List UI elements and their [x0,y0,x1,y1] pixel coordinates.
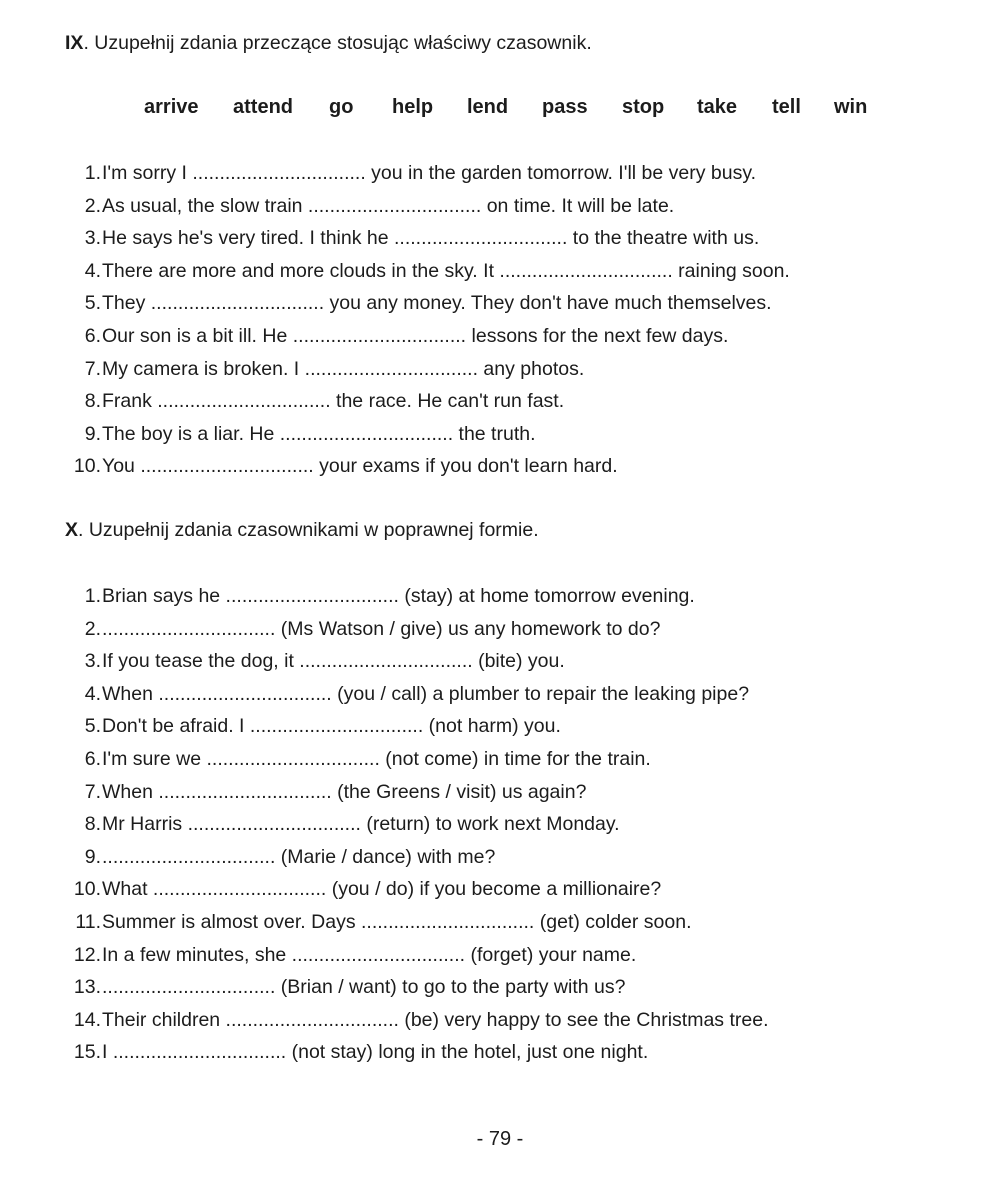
word-bank-item: pass [542,96,588,118]
exercise-item [65,225,945,258]
item-number: 11. [75,910,101,933]
item-text: ................................ (Brian / want) to go to the party with us? [102,976,626,999]
word-bank-item: lend [467,96,509,118]
section-x-instruction: . Uzupełnij zdania czasownikami w poprawnej formie. [78,519,539,541]
exercise-item [65,616,945,649]
item-number: 9. [84,845,101,868]
item-text: Mr Harris ................................ (return) to work next Monday. [102,813,620,836]
word-bank-item: attend [233,96,293,118]
item-number: 3. [84,227,101,250]
item-number: 12. [73,943,101,966]
exercise-item [65,323,945,356]
item-text: As usual, the slow train ................................ on time. It will be late. [102,194,675,217]
section-x-heading [65,519,539,542]
item-text: Summer is almost over. Days ................................ (get) colder soon. [102,910,692,933]
item-number: 6. [84,324,101,347]
item-number: 10. [73,455,101,478]
item-text: I'm sure we ................................ (not come) in time for the train. [102,747,651,770]
exercise-item [65,453,945,486]
exercise-item [65,421,945,454]
item-number: 13. [73,976,101,999]
item-text: They ................................ you any money. They don't have much themselves. [102,292,772,315]
exercise-item [65,160,945,193]
item-number: 2. [84,617,101,640]
exercise-item [65,583,945,616]
item-number: 4. [84,682,101,705]
item-text: If you tease the dog, it ................................ (bite) you. [102,650,565,673]
word-bank-item: take [697,96,738,118]
word-bank-item: stop [622,96,665,118]
exercise-item [65,258,945,291]
exercise-item [65,290,945,323]
item-text: There are more and more clouds in the sky. It ................................ raining soon. [102,259,790,282]
item-text: You ................................ your exams if you don't learn hard. [102,455,618,478]
item-number: 10. [73,878,101,901]
exercise-item [65,648,945,681]
exercise-item [65,779,945,812]
item-text: When ................................ (you / call) a plumber to repair the leaking pipe? [102,682,750,705]
word-bank-item: tell [772,96,801,118]
item-text: When ................................ (the Greens / visit) us again? [102,780,587,803]
exercise-item [65,681,945,714]
item-number: 14. [73,1008,101,1031]
item-text: He says he's very tired. I think he ................................ to the theatre with us. [102,227,760,250]
item-text: In a few minutes, she ................................ (forget) your name. [102,943,637,966]
exercise-item [65,974,945,1007]
item-number: 3. [84,650,101,673]
section-ix-heading [65,32,592,55]
section-x-number: X [65,519,79,541]
item-text: Our son is a bit ill. He ................................ lessons for the next few days. [102,324,729,347]
item-number: 8. [84,813,101,836]
section-ix-number: IX [65,32,84,54]
exercise-item [65,844,945,877]
item-number: 4. [84,259,101,282]
item-text: ................................ (Ms Watson / give) us any homework to do? [102,617,661,640]
item-number: 5. [84,292,101,315]
item-text: What ................................ (you / do) if you become a millionaire? [102,878,662,901]
item-text: My camera is broken. I ................................ any photos. [102,357,585,380]
page-number: - 79 - [476,1128,524,1150]
item-number: 1. [84,162,101,184]
exercise-item [65,746,945,779]
item-text: ................................ (Marie / dance) with me? [102,845,496,868]
item-text: Brian says he ................................ (stay) at home tomorrow evening. [102,585,695,607]
item-text: Don't be afraid. I ................................ (not harm) you. [102,715,561,738]
exercise-item [65,713,945,746]
item-number: 7. [84,357,101,380]
exercise-item [65,811,945,844]
section-ix-instruction: . Uzupełnij zdania przeczące stosując właściwy czasownik. [83,32,592,54]
exercise-item [65,1039,945,1072]
item-number: 5. [84,715,101,738]
section-x-exercise-list [65,583,945,1072]
exercise-item [65,388,945,421]
item-number: 9. [84,422,101,445]
word-bank-item: win [834,96,868,118]
exercise-item [65,942,945,975]
item-number: 6. [84,747,101,770]
item-text: Their children ................................ (be) very happy to see the Christmas tree. [102,1008,769,1031]
item-number: 7. [84,780,101,803]
item-number: 15. [73,1041,101,1064]
exercise-item [65,909,945,942]
exercise-item [65,356,945,389]
section-ix-exercise-list [65,160,945,486]
item-text: The boy is a liar. He ................................ the truth. [102,422,536,445]
exercise-item [65,1007,945,1040]
item-text: I ................................ (not stay) long in the hotel, just one night. [102,1041,649,1064]
item-number: 1. [84,585,101,607]
exercise-item [65,876,945,909]
word-bank-item: go [329,96,354,118]
item-number: 2. [84,194,101,217]
word-bank-item: help [392,96,434,118]
word-bank-item: arrive [144,96,199,118]
item-text: I'm sorry I ................................ you in the garden tomorrow. I'll be very busy. [102,162,757,184]
item-text: Frank ................................ the race. He can't run fast. [102,390,565,413]
item-number: 8. [84,390,101,413]
exercise-item [65,193,945,226]
